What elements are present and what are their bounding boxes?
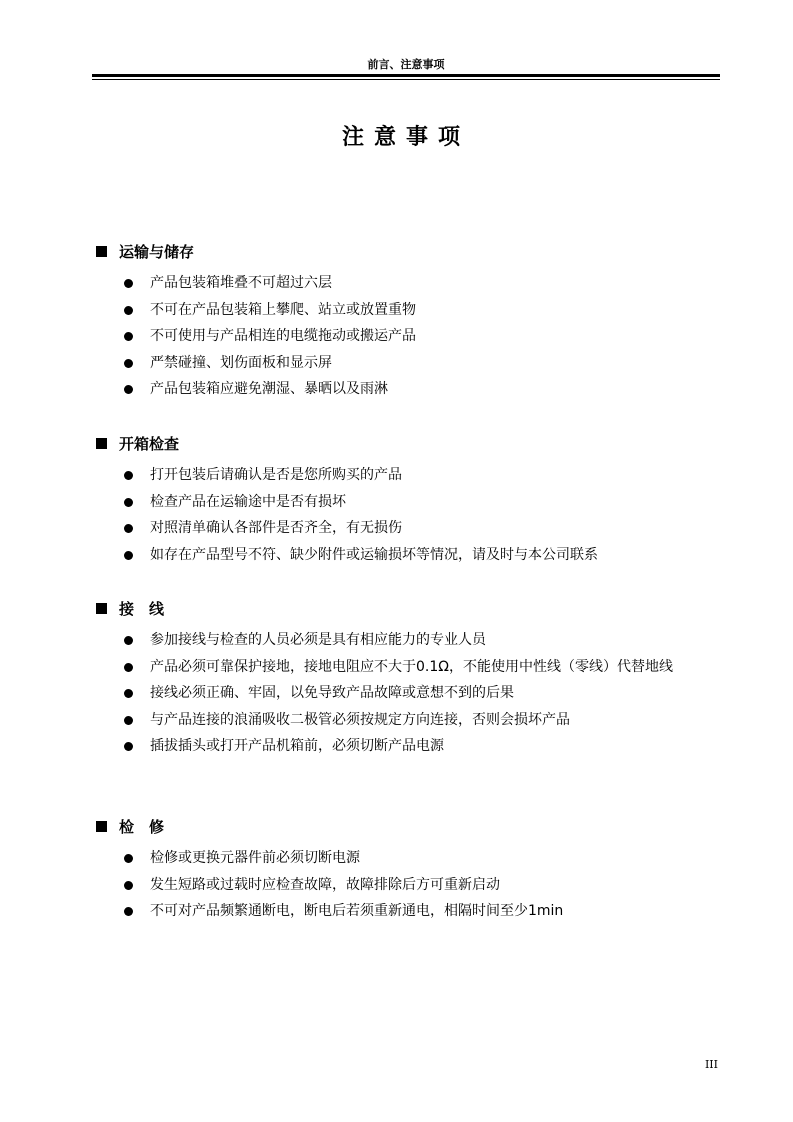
section-heading-text: 接 线 (119, 599, 165, 618)
bullet-dot-icon (124, 471, 133, 480)
section-transport-storage (96, 240, 736, 403)
bullet-dot-icon (124, 498, 133, 507)
bullet-dot-icon (124, 551, 133, 560)
list-item: 产品必须可靠保护接地，接地电阻应不大于0.1Ω，不能使用中性线（零线）代替地线 (96, 654, 710, 681)
bullet-dot-icon (124, 279, 133, 288)
list-item: 参加接线与检查的人员必须是具有相应能力的专业人员 (96, 627, 710, 654)
bullet-dot-icon (124, 716, 133, 725)
list-item: 检查产品在运输途中是否有损坏 (96, 489, 710, 516)
page-title: 注意事项 (341, 125, 470, 150)
bullet-dot-icon (124, 306, 133, 315)
list-item: 对照清单确认各部件是否齐全，有无损伤 (96, 515, 710, 542)
bullet-dot-icon (124, 359, 133, 368)
list-item: 不可在产品包装箱上攀爬、站立或放置重物 (96, 297, 710, 324)
item-list (96, 627, 736, 760)
list-item: 产品包装箱应避免潮湿、暴晒以及雨淋 (96, 376, 710, 403)
square-bullet-icon (96, 438, 107, 449)
list-item: 与产品连接的浪涌吸收二极管必须按规定方向连接，否则会损坏产品 (96, 707, 710, 734)
header-rule-thick (92, 74, 720, 77)
list-item: 如存在产品型号不符、缺少附件或运输损坏等情况，请及时与本公司联系 (96, 542, 710, 569)
bullet-dot-icon (124, 742, 133, 751)
item-list (96, 462, 736, 568)
section-heading (96, 597, 736, 619)
section-maintenance (96, 815, 736, 925)
section-unpacking-inspection (96, 432, 736, 568)
section-wiring (96, 597, 736, 760)
list-item: 发生短路或过载时应检查故障，故障排除后方可重新启动 (96, 872, 710, 899)
section-heading-text: 检 修 (119, 817, 165, 836)
running-header: 前言、注意事项 (367, 58, 445, 71)
list-item: 接线必须正确、牢固，以免导致产品故障或意想不到的后果 (96, 680, 710, 707)
bullet-dot-icon (124, 907, 133, 916)
bullet-dot-icon (124, 854, 133, 863)
square-bullet-icon (96, 603, 107, 614)
list-item: 不可对产品频繁通断电，断电后若须重新通电，相隔时间至少1min (96, 898, 710, 925)
item-list (96, 845, 736, 925)
bullet-dot-icon (124, 663, 133, 672)
section-heading (96, 432, 736, 454)
list-item: 插拔插头或打开产品机箱前，必须切断产品电源 (96, 733, 710, 760)
bullet-dot-icon (124, 385, 133, 394)
bullet-dot-icon (124, 636, 133, 645)
header-rule-thin (92, 79, 720, 80)
item-list (96, 270, 736, 403)
page-number: III (704, 1058, 718, 1071)
list-item: 打开包装后请确认是否是您所购买的产品 (96, 462, 710, 489)
square-bullet-icon (96, 821, 107, 832)
section-heading (96, 240, 736, 262)
bullet-dot-icon (124, 689, 133, 698)
list-item: 产品包装箱堆叠不可超过六层 (96, 270, 710, 297)
bullet-dot-icon (124, 881, 133, 890)
list-item: 严禁碰撞、划伤面板和显示屏 (96, 350, 710, 377)
bullet-dot-icon (124, 524, 133, 533)
square-bullet-icon (96, 246, 107, 257)
section-heading-text: 运输与储存 (119, 242, 195, 261)
bullet-dot-icon (124, 332, 133, 341)
list-item: 不可使用与产品相连的电缆拖动或搬运产品 (96, 323, 710, 350)
list-item: 检修或更换元器件前必须切断电源 (96, 845, 710, 872)
section-heading-text: 开箱检查 (119, 434, 180, 453)
section-heading (96, 815, 736, 837)
